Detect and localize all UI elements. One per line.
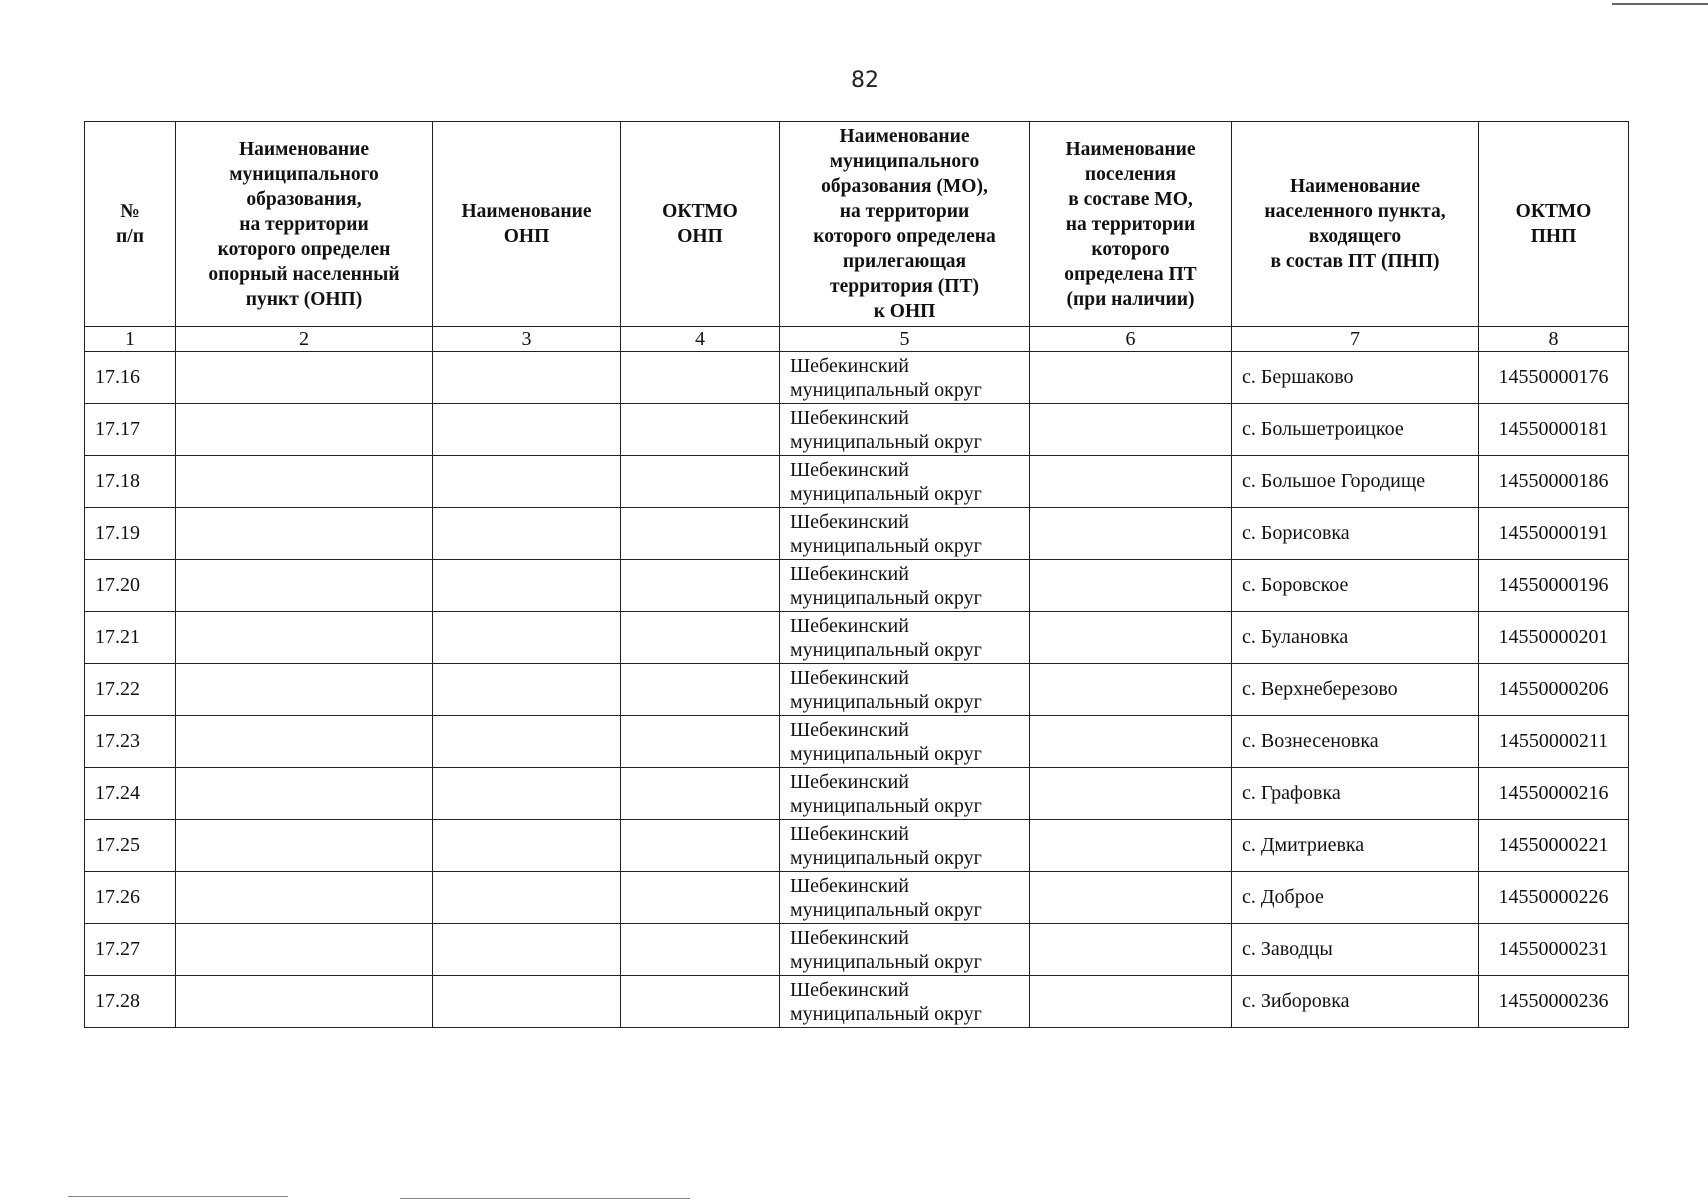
locality-name-cell	[1232, 716, 1479, 768]
header-text: № п/п	[116, 201, 144, 247]
header-text: Наименование ОНП	[461, 201, 592, 247]
column-number: 2	[176, 327, 433, 352]
header-cell	[85, 122, 176, 327]
row-number-cell	[85, 352, 176, 404]
locality-oktmo-text: 14550000181	[1498, 418, 1609, 440]
locality-oktmo-text: 14550000231	[1498, 938, 1609, 960]
pt-municipality-text: Шебекинский муниципальный округ	[790, 510, 982, 557]
locality-oktmo-cell	[1479, 872, 1629, 924]
municipality-onp-cell	[176, 560, 433, 612]
table-row	[85, 456, 1629, 508]
municipality-onp-cell	[176, 820, 433, 872]
locality-oktmo-cell	[1479, 820, 1629, 872]
locality-name-text: с. Дмитриевка	[1242, 834, 1365, 856]
settlement-cell	[1030, 404, 1232, 456]
pt-municipality-text: Шебекинский муниципальный округ	[790, 822, 982, 869]
settlement-cell	[1030, 560, 1232, 612]
header-cell	[1232, 122, 1479, 327]
locality-name-text: с. Графовка	[1242, 782, 1341, 804]
row-number-cell	[85, 768, 176, 820]
header-cell	[621, 122, 780, 327]
locality-name-cell	[1232, 612, 1479, 664]
locality-oktmo-cell	[1479, 404, 1629, 456]
onp-name-cell	[433, 924, 621, 976]
settlement-cell	[1030, 508, 1232, 560]
onp-name-cell	[433, 716, 621, 768]
municipality-onp-cell	[176, 872, 433, 924]
locality-oktmo-text: 14550000211	[1498, 730, 1609, 752]
locality-oktmo-text: 14550000206	[1498, 678, 1609, 700]
municipality-onp-cell	[176, 612, 433, 664]
pt-municipality-text: Шебекинский муниципальный округ	[790, 406, 982, 453]
locality-name-cell	[1232, 872, 1479, 924]
header-text: Наименование муниципального образования (МО), на территории которого определена прилегающая территория (ПТ) к ОНП	[813, 126, 996, 322]
header-cell	[433, 122, 621, 327]
municipality-onp-cell	[176, 976, 433, 1028]
onp-name-cell	[433, 872, 621, 924]
table-row	[85, 716, 1629, 768]
pt-municipality-cell	[780, 352, 1030, 404]
header-text: Наименование поселения в составе МО, на территории которого определена ПТ (при наличии)	[1064, 138, 1197, 310]
header-cell	[1479, 122, 1629, 327]
onp-name-cell	[433, 768, 621, 820]
scan-artifact-line	[400, 1198, 690, 1199]
row-number-cell	[85, 716, 176, 768]
onp-name-cell	[433, 612, 621, 664]
pt-municipality-cell	[780, 560, 1030, 612]
onp-name-cell	[433, 820, 621, 872]
locality-oktmo-text: 14550000176	[1498, 366, 1609, 388]
pt-municipality-text: Шебекинский муниципальный округ	[790, 978, 982, 1025]
column-number: 3	[433, 327, 621, 352]
onp-oktmo-cell	[621, 664, 780, 716]
header-cell	[1030, 122, 1232, 327]
municipality-onp-cell	[176, 404, 433, 456]
pt-municipality-text: Шебекинский муниципальный округ	[790, 614, 982, 661]
onp-oktmo-cell	[621, 508, 780, 560]
page-number: 82	[851, 68, 879, 93]
column-number: 5	[780, 327, 1030, 352]
pt-municipality-cell	[780, 404, 1030, 456]
row-number-cell	[85, 664, 176, 716]
row-number-cell	[85, 456, 176, 508]
pt-municipality-cell	[780, 976, 1030, 1028]
row-number-text: 17.23	[95, 730, 140, 752]
settlement-cell	[1030, 716, 1232, 768]
table-row	[85, 872, 1629, 924]
row-number-text: 17.26	[95, 886, 140, 908]
locality-oktmo-cell	[1479, 352, 1629, 404]
locality-oktmo-text: 14550000226	[1498, 886, 1609, 908]
locality-oktmo-text: 14550000191	[1498, 522, 1609, 544]
locality-oktmo-cell	[1479, 716, 1629, 768]
settlement-cell	[1030, 872, 1232, 924]
row-number-text: 17.19	[95, 522, 140, 544]
row-number-text: 17.20	[95, 574, 140, 596]
header-text: ОКТМО ПНП	[1515, 201, 1592, 247]
locality-name-text: с. Заводцы	[1242, 938, 1333, 960]
locality-name-text: с. Бершаково	[1242, 366, 1354, 388]
locality-name-text: с. Большетроицкое	[1242, 418, 1404, 440]
settlement-cell	[1030, 352, 1232, 404]
settlement-cell	[1030, 924, 1232, 976]
locality-oktmo-cell	[1479, 768, 1629, 820]
pt-municipality-text: Шебекинский муниципальный округ	[790, 666, 982, 713]
municipality-onp-cell	[176, 508, 433, 560]
locality-name-text: с. Боровское	[1242, 574, 1349, 596]
onp-oktmo-cell	[621, 612, 780, 664]
scan-artifact-line	[1612, 3, 1708, 5]
settlement-cell	[1030, 820, 1232, 872]
column-number: 7	[1232, 327, 1479, 352]
header-text: ОКТМО ОНП	[662, 201, 738, 247]
onp-oktmo-cell	[621, 716, 780, 768]
locality-name-cell	[1232, 352, 1479, 404]
locality-name-cell	[1232, 924, 1479, 976]
settlement-cell	[1030, 664, 1232, 716]
onp-name-cell	[433, 352, 621, 404]
row-number-text: 17.22	[95, 678, 140, 700]
row-number-text: 17.25	[95, 834, 140, 856]
table-row	[85, 924, 1629, 976]
onp-oktmo-cell	[621, 976, 780, 1028]
row-number-text: 17.27	[95, 938, 140, 960]
locality-name-cell	[1232, 560, 1479, 612]
header-cell	[780, 122, 1030, 327]
locality-name-cell	[1232, 664, 1479, 716]
municipality-onp-cell	[176, 352, 433, 404]
row-number-cell	[85, 404, 176, 456]
municipality-onp-cell	[176, 924, 433, 976]
table-row	[85, 612, 1629, 664]
row-number-cell	[85, 612, 176, 664]
locality-oktmo-text: 14550000196	[1498, 574, 1609, 596]
onp-oktmo-cell	[621, 456, 780, 508]
row-number-cell	[85, 560, 176, 612]
pt-municipality-text: Шебекинский муниципальный округ	[790, 562, 982, 609]
pt-municipality-text: Шебекинский муниципальный округ	[790, 874, 982, 921]
pt-municipality-text: Шебекинский муниципальный округ	[790, 458, 982, 505]
row-number-cell	[85, 820, 176, 872]
table-row	[85, 404, 1629, 456]
settlement-cell	[1030, 768, 1232, 820]
pt-municipality-cell	[780, 612, 1030, 664]
locality-oktmo-cell	[1479, 612, 1629, 664]
locality-name-cell	[1232, 768, 1479, 820]
pt-municipality-text: Шебекинский муниципальный округ	[790, 718, 982, 765]
locality-name-text: с. Большое Городище	[1242, 470, 1426, 492]
pt-municipality-cell	[780, 508, 1030, 560]
locality-oktmo-cell	[1479, 560, 1629, 612]
locality-oktmo-cell	[1479, 976, 1629, 1028]
locality-name-text: с. Борисовка	[1242, 522, 1350, 544]
municipality-onp-cell	[176, 768, 433, 820]
locality-oktmo-cell	[1479, 664, 1629, 716]
header-text: Наименование населенного пункта, входящего в состав ПТ (ПНП)	[1264, 176, 1446, 272]
locality-oktmo-text: 14550000186	[1498, 470, 1609, 492]
table-row	[85, 560, 1629, 612]
pt-municipality-text: Шебекинский муниципальный округ	[790, 354, 982, 401]
pt-municipality-cell	[780, 768, 1030, 820]
locality-name-text: с. Доброе	[1242, 886, 1324, 908]
settlement-cell	[1030, 612, 1232, 664]
locality-oktmo-text: 14550000221	[1498, 834, 1609, 856]
row-number-text: 17.17	[95, 418, 140, 440]
onp-name-cell	[433, 456, 621, 508]
settlement-cell	[1030, 456, 1232, 508]
settlement-cell	[1030, 976, 1232, 1028]
locality-name-text: с. Верхнеберезово	[1242, 678, 1398, 700]
header-row	[85, 122, 1629, 327]
table-row	[85, 508, 1629, 560]
pt-municipality-cell	[780, 924, 1030, 976]
onp-name-cell	[433, 404, 621, 456]
onp-oktmo-cell	[621, 924, 780, 976]
locality-name-text: с. Булановка	[1242, 626, 1349, 648]
onp-oktmo-cell	[621, 404, 780, 456]
table-row	[85, 768, 1629, 820]
column-number: 1	[85, 327, 176, 352]
table-row	[85, 976, 1629, 1028]
municipality-onp-cell	[176, 456, 433, 508]
onp-name-cell	[433, 664, 621, 716]
municipality-onp-cell	[176, 664, 433, 716]
locality-name-cell	[1232, 820, 1479, 872]
onp-name-cell	[433, 508, 621, 560]
row-number-cell	[85, 872, 176, 924]
locality-name-cell	[1232, 456, 1479, 508]
pt-municipality-cell	[780, 872, 1030, 924]
onp-name-cell	[433, 976, 621, 1028]
header-text: Наименование муниципального образования, на территории которого определен опорный населенный пункт (ОНП)	[208, 138, 400, 310]
onp-oktmo-cell	[621, 872, 780, 924]
settlements-table	[84, 121, 1629, 1028]
table-row	[85, 352, 1629, 404]
column-number-row	[85, 327, 1629, 352]
onp-oktmo-cell	[621, 768, 780, 820]
pt-municipality-cell	[780, 820, 1030, 872]
pt-municipality-cell	[780, 664, 1030, 716]
row-number-text: 17.16	[95, 366, 140, 388]
row-number-text: 17.18	[95, 470, 140, 492]
onp-oktmo-cell	[621, 820, 780, 872]
column-number: 4	[621, 327, 780, 352]
column-number: 6	[1030, 327, 1232, 352]
row-number-cell	[85, 924, 176, 976]
column-number: 8	[1479, 327, 1629, 352]
locality-name-cell	[1232, 404, 1479, 456]
locality-oktmo-text: 14550000236	[1498, 990, 1609, 1012]
onp-oktmo-cell	[621, 352, 780, 404]
table-row	[85, 820, 1629, 872]
locality-oktmo-cell	[1479, 924, 1629, 976]
municipality-onp-cell	[176, 716, 433, 768]
locality-name-cell	[1232, 508, 1479, 560]
pt-municipality-cell	[780, 456, 1030, 508]
locality-oktmo-text: 14550000216	[1498, 782, 1609, 804]
pt-municipality-cell	[780, 716, 1030, 768]
locality-name-cell	[1232, 976, 1479, 1028]
pt-municipality-text: Шебекинский муниципальный округ	[790, 926, 982, 973]
locality-name-text: с. Вознесеновка	[1242, 730, 1379, 752]
onp-oktmo-cell	[621, 560, 780, 612]
pt-municipality-text: Шебекинский муниципальный округ	[790, 770, 982, 817]
row-number-text: 17.24	[95, 782, 140, 804]
locality-name-text: с. Зиборовка	[1242, 990, 1350, 1012]
locality-oktmo-cell	[1479, 508, 1629, 560]
onp-name-cell	[433, 560, 621, 612]
row-number-cell	[85, 508, 176, 560]
table-body	[85, 352, 1629, 1028]
scan-artifact-line	[68, 1196, 288, 1197]
row-number-text: 17.28	[95, 990, 140, 1012]
row-number-cell	[85, 976, 176, 1028]
row-number-text: 17.21	[95, 626, 140, 648]
locality-oktmo-cell	[1479, 456, 1629, 508]
locality-oktmo-text: 14550000201	[1498, 626, 1609, 648]
table-row	[85, 664, 1629, 716]
header-cell	[176, 122, 433, 327]
